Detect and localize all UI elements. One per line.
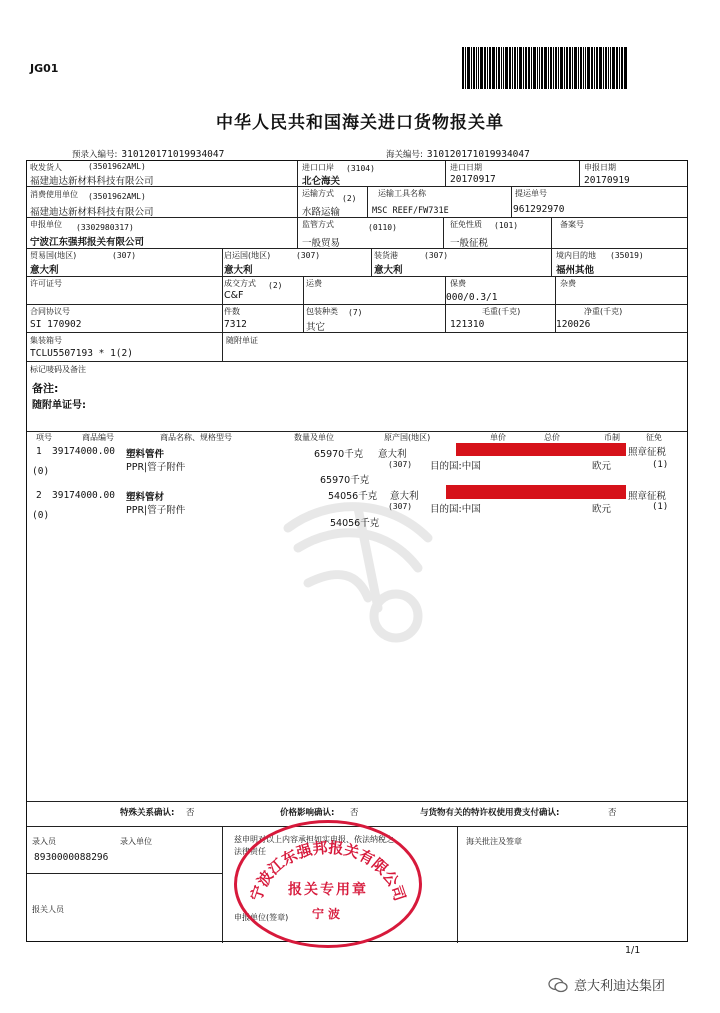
goods-header-total: 总价	[544, 433, 560, 442]
load-port-label: 装货港	[374, 251, 398, 260]
goods-item-origin: 意大利	[378, 449, 407, 460]
goods-header-no: 项号	[36, 433, 52, 442]
redacted-price	[456, 443, 626, 456]
goods-item-name: 塑料管件	[126, 449, 165, 460]
vessel-value: MSC REEF/FW731E	[372, 206, 449, 216]
declarant-label: 报关人员	[32, 905, 64, 914]
transport-label: 运输方式	[302, 189, 334, 198]
goods-item-qty2: 54056千克	[330, 518, 380, 529]
goods-item-qty2: 65970千克	[320, 475, 370, 486]
supervision-label: 监管方式	[302, 220, 334, 229]
license-label: 许可证号	[30, 279, 62, 288]
remark-title: 备注:	[32, 382, 59, 395]
form-title: 中华人民共和国海关进口货物报关单	[216, 113, 504, 133]
consumer-code: (3501962AML)	[88, 192, 146, 201]
levy-nature-code: (101)	[494, 221, 519, 230]
customs-number: 海关编号: 310120171019934047	[386, 149, 530, 160]
wechat-watermark	[548, 975, 665, 994]
goods-item-dest-country: 目的国:中国	[430, 461, 481, 472]
goods-item-origin-code: (307)	[388, 460, 413, 469]
customs-approval-label: 海关批注及签章	[466, 837, 522, 846]
misc-fee-label: 杂费	[560, 279, 576, 288]
bl-label: 提运单号	[515, 189, 547, 198]
goods-item-sub: (0)	[32, 466, 50, 477]
goods-header-qty: 数量及单位	[294, 433, 334, 442]
goods-item-origin-code: (307)	[388, 502, 413, 511]
origin-country-label: 启运国(地区)	[224, 251, 271, 260]
origin-country-code: (307)	[296, 251, 321, 260]
transport-code: (2)	[342, 194, 357, 203]
insurance-label: 保费	[450, 279, 466, 288]
seal-city: 宁波	[311, 907, 344, 921]
contract-label: 合同协议号	[30, 307, 70, 316]
agent-value: 宁波江东强邦报关有限公司	[30, 237, 145, 248]
watermark-emblem-icon	[268, 488, 448, 653]
svg-text:宁波江东强邦报关有限公司: 宁波江东强邦报关有限公司	[246, 838, 410, 904]
company-seal	[234, 820, 422, 948]
declaration-text-1: 兹申明对以上内容承担如实申报、依法纳税之	[234, 835, 394, 844]
goods-item-no: 1	[36, 446, 42, 457]
goods-item-levy: 照章征税	[628, 491, 667, 502]
deal-terms-label: 成交方式	[224, 279, 256, 288]
gross-weight-label: 毛重(千克)	[482, 307, 521, 316]
goods-item-no: 2	[36, 490, 42, 501]
royalty-value: 否	[608, 808, 617, 818]
price-effect-value: 否	[350, 808, 359, 818]
transport-value: 水路运输	[302, 207, 341, 218]
goods-item-hs: 39174000.00	[52, 446, 115, 457]
levy-nature-value: 一般征税	[450, 238, 489, 249]
consignee-value: 福建迪达新材料科技有限公司	[30, 176, 154, 187]
package-label: 包装种类	[306, 307, 338, 316]
goods-header-unit-price: 单价	[490, 433, 506, 442]
goods-item-spec: PPR|管子附件	[126, 505, 186, 516]
trade-country-label: 贸易国(地区)	[30, 251, 77, 260]
package-code: (7)	[348, 308, 363, 317]
declare-date-value: 20170919	[584, 175, 630, 186]
consignee-code: (3501962AML)	[88, 162, 146, 171]
vessel-label: 运输工具名称	[378, 189, 426, 198]
entry-person-value: 8930000088296	[34, 852, 109, 863]
goods-header-levy: 征免	[646, 433, 662, 442]
pre-entry-number: 预录入编号: 310120171019934047	[72, 149, 225, 160]
consumer-label: 消费使用单位	[30, 190, 78, 199]
destination-label: 境内目的地	[556, 251, 596, 260]
marks-label: 标记唛码及备注	[30, 365, 86, 374]
pieces-label: 件数	[224, 307, 240, 316]
consumer-value: 福建迪达新材料科技有限公司	[30, 207, 154, 218]
goods-item-dest-country: 目的国:中国	[430, 504, 481, 515]
wechat-icon	[548, 977, 568, 993]
consignee-label: 收发货人	[30, 163, 62, 172]
wechat-account-name: 意大利迪达集团	[574, 979, 666, 994]
agent-code: (3302980317)	[76, 223, 134, 232]
record-label: 备案号	[560, 220, 584, 229]
destination-code: (35019)	[610, 251, 644, 260]
goods-item-currency: 欧元	[592, 504, 612, 515]
price-effect-label: 价格影响确认:	[280, 808, 335, 818]
gross-weight-value: 121310	[450, 319, 485, 330]
port-code: (3104)	[346, 164, 375, 173]
pieces-value: 7312	[224, 319, 247, 330]
entry-person-label: 录入员	[32, 837, 56, 846]
remark-line: 随附单证号:	[32, 400, 86, 411]
supervision-value: 一般贸易	[302, 238, 341, 249]
goods-header-name: 商品名称、规格型号	[160, 433, 232, 442]
trade-country-value: 意大利	[30, 265, 59, 276]
load-port-code: (307)	[424, 251, 449, 260]
applicant-seal-label: 申报单位(签章)	[234, 913, 289, 922]
goods-header-origin: 原产国(地区)	[384, 433, 431, 442]
container-label: 集装箱号	[30, 336, 62, 345]
redacted-price	[446, 485, 626, 499]
goods-header-hs: 商品编号	[82, 433, 114, 442]
freight-label: 运费	[306, 279, 322, 288]
supervision-code: (0110)	[368, 223, 397, 232]
destination-value: 福州其他	[556, 265, 595, 276]
declare-date-label: 申报日期	[584, 163, 616, 172]
royalty-label: 与货物有关的特许权使用费支付确认:	[420, 808, 560, 818]
deal-terms-code: (2)	[268, 281, 283, 290]
declaration-text-2: 法律责任	[234, 847, 266, 856]
levy-nature-label: 征免性质	[450, 220, 482, 229]
goods-item-levy-code: (1)	[652, 502, 669, 512]
goods-header-currency: 币制	[604, 433, 620, 442]
goods-item-qty: 54056千克	[328, 491, 378, 502]
package-value: 其它	[306, 322, 326, 333]
import-date-value: 20170917	[450, 174, 496, 185]
goods-item-levy-code: (1)	[652, 460, 669, 470]
load-port-value: 意大利	[374, 265, 403, 276]
special-relation-label: 特殊关系确认:	[120, 808, 175, 818]
goods-item-name: 塑料管材	[126, 492, 165, 503]
net-weight-label: 净重(千克)	[584, 307, 623, 316]
import-date-label: 进口日期	[450, 163, 482, 172]
agent-label: 申报单位	[30, 220, 62, 229]
goods-item-currency: 欧元	[592, 461, 612, 472]
goods-item-hs: 39174000.00	[52, 490, 115, 501]
deal-terms-value: C&F	[224, 290, 244, 301]
goods-item-origin: 意大利	[390, 491, 419, 502]
attached-docs-label: 随附单证	[226, 336, 258, 345]
port-label: 进口口岸	[302, 163, 334, 172]
net-weight-value: 120026	[556, 319, 591, 330]
bl-value: 961292970	[513, 204, 565, 215]
trade-country-code: (307)	[112, 251, 137, 260]
port-value: 北仑海关	[302, 176, 341, 187]
form-code: JG01	[30, 62, 59, 75]
entry-unit-label: 录入单位	[120, 837, 152, 846]
seal-purpose: 报关专用章	[288, 882, 368, 898]
container-value: TCLU5507193 * 1(2)	[30, 348, 133, 359]
page-number: 1/1	[625, 945, 641, 956]
contract-value: SI 170902	[30, 319, 82, 330]
origin-country-value: 意大利	[224, 265, 253, 276]
goods-item-spec: PPR|管子附件	[126, 462, 186, 473]
goods-item-qty: 65970千克	[314, 449, 364, 460]
barcode	[462, 47, 670, 89]
insurance-value: 000/0.3/1	[446, 292, 498, 303]
special-relation-value: 否	[186, 808, 195, 818]
goods-item-levy: 照章征税	[628, 447, 667, 458]
goods-item-sub: (0)	[32, 510, 50, 521]
